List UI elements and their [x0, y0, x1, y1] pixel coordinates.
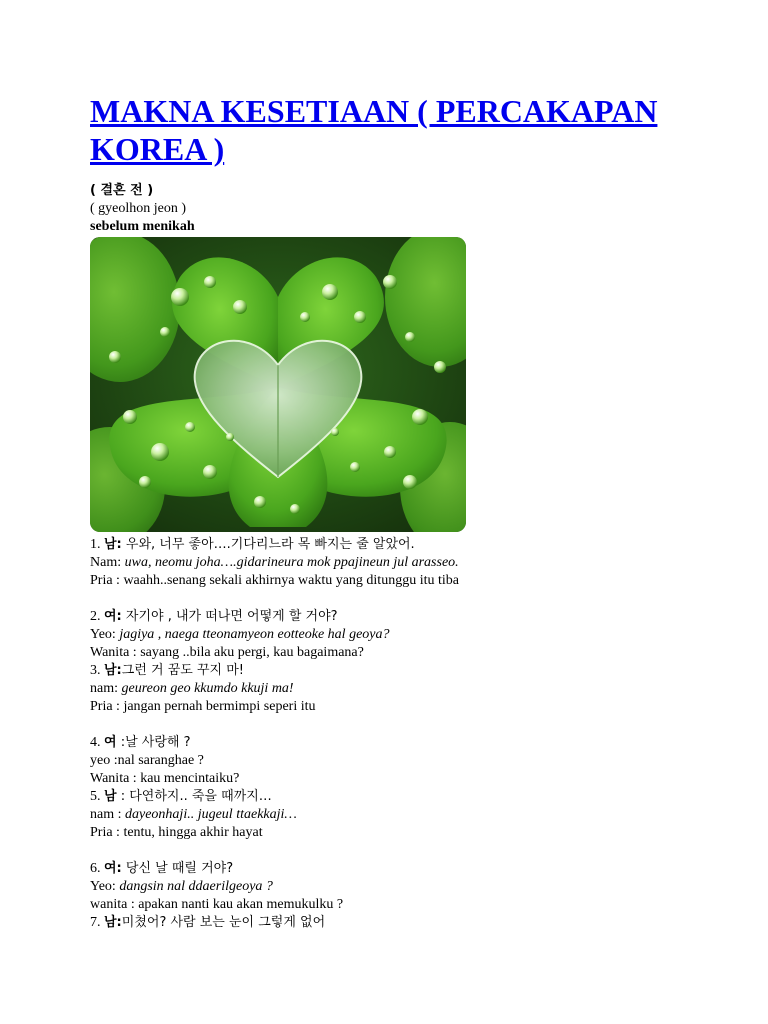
spacer: [90, 842, 730, 860]
dialogue-5-indonesian: Pria : tentu, hingga akhir hayat: [90, 825, 263, 840]
dialogue-6-indonesian: wanita : apakan nanti kau akan memukulku ?: [90, 897, 344, 912]
dialogue-2-romanized: Yeo: jagiya , naega tteonamyeon eotteoke hal geoya?: [90, 627, 390, 642]
clover-heart-photo: [90, 237, 466, 532]
dialogue-2-korean: 2. 여: 자기야 , 내가 떠나면 어떻게 할 거야?: [90, 609, 338, 624]
dialogue-6-romanized: Yeo: dangsin nal ddaerilgeoya ?: [90, 879, 273, 894]
page-title[interactable]: MAKNA KESETIAAN ( PERCAKAPAN KOREA ): [90, 93, 658, 167]
dialogue-5-korean: 5. 남 : 다연하지.. 죽을 때까지…: [90, 789, 272, 804]
intro-indonesian: sebelum menikah: [90, 219, 195, 234]
intro-korean: ( 결혼 전 ): [90, 183, 154, 198]
dialogue-3-indonesian: Pria : jangan pernah bermimpi seperi itu: [90, 699, 316, 714]
dialogue-4-romanized: yeo :nal saranghae ?: [90, 753, 204, 768]
dialogue-3-romanized: nam: geureon geo kkumdo kkuji ma!: [90, 681, 294, 696]
spacer: [90, 716, 730, 734]
dialogue-2-indonesian: Wanita : sayang ..bila aku pergi, kau bagaimana?: [90, 645, 364, 660]
dialogue-1-korean: 1. 남: 우와, 너무 좋아….기다리느라 목 빠지는 줄 알았어.: [90, 537, 415, 552]
dialogue-5-romanized: nam : dayeonhaji.. jugeul ttaekkaji…: [90, 807, 297, 822]
document-body: [90, 182, 730, 932]
dialogue-6-korean: 6. 여: 당신 날 때릴 거야?: [90, 861, 234, 876]
intro-romanized: ( gyeolhon jeon ): [90, 201, 187, 216]
dialogue-3-korean: 3. 남:그런 거 꿈도 꾸지 마!: [90, 663, 244, 678]
spacer: [90, 590, 730, 608]
dialogue-1-romanized: Nam: uwa, neomu joha….gidarineura mok ppajineun jul arasseo.: [90, 555, 459, 570]
dialogue-4-korean: 4. 여 :날 사랑해 ?: [90, 735, 191, 750]
dialogue-7-korean: 7. 남:미쳤어? 사람 보는 눈이 그렇게 없어: [90, 915, 326, 930]
dialogue-1-indonesian: Pria : waahh..senang sekali akhirnya waktu yang ditunggu itu tiba: [90, 573, 459, 588]
dialogue-4-indonesian: Wanita : kau mencintaiku?: [90, 771, 240, 786]
